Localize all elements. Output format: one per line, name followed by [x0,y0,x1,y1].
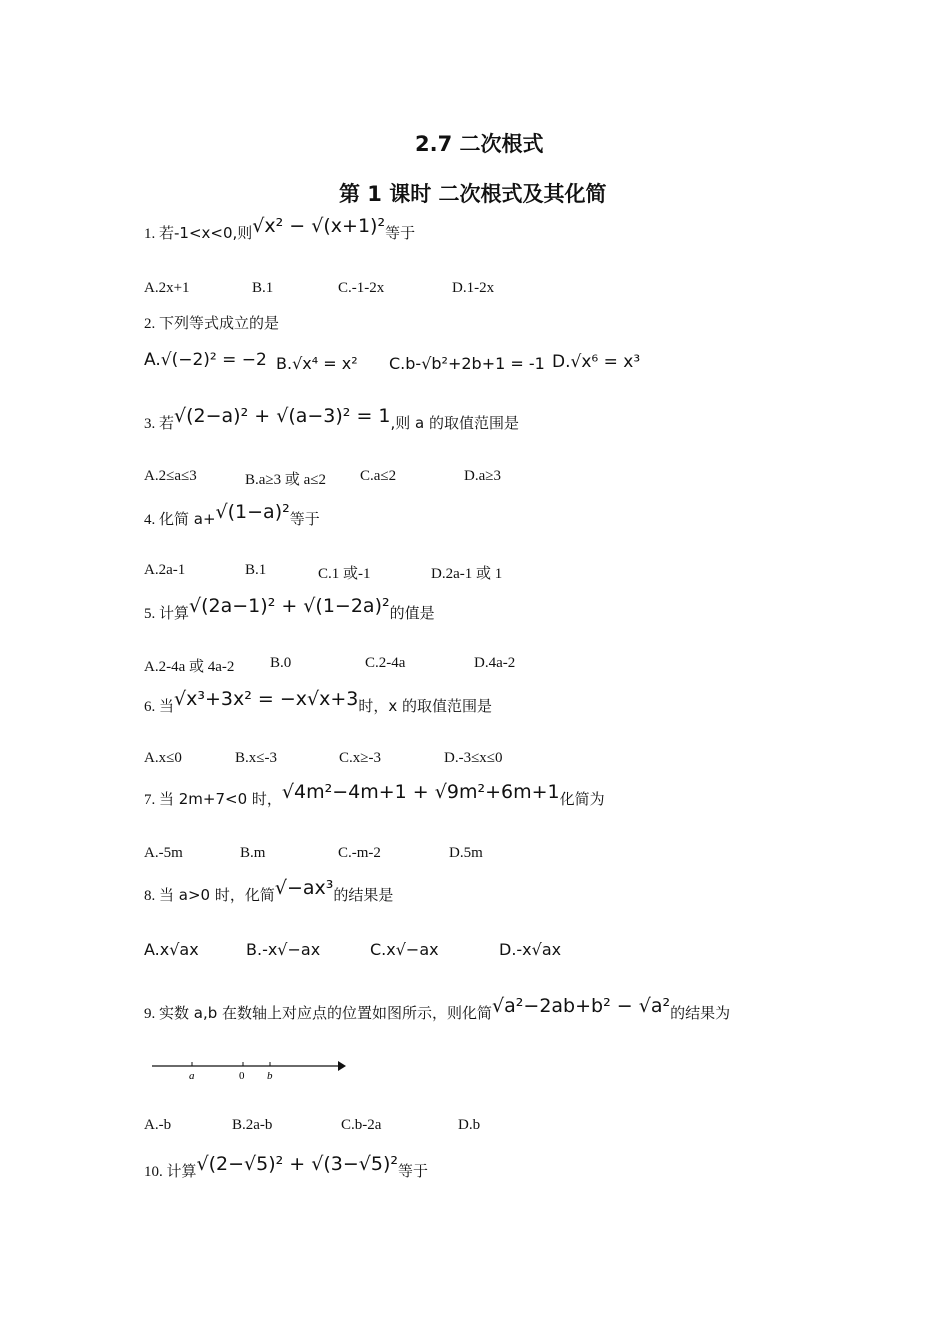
q1-option-d[interactable]: D.1-2x [452,280,495,296]
page-title: 2.7 二次根式 [415,132,544,156]
q4-option-a[interactable]: A.2a-1 [144,562,186,578]
number-line-arrow [338,1061,346,1071]
number-line-label-b: b [267,1070,273,1082]
question-9: 9. 实数 a,b 在数轴上对应点的位置如图所示，则化简√a²−2ab+b² − √a²的结果为 [144,995,731,1022]
q5-option-c[interactable]: C.2-4a [365,655,406,671]
q7-option-b[interactable]: B.m [240,845,266,861]
question-5: 5. 计算√(2a−1)² + √(1−2a)²的值是 [144,595,435,622]
q1-option-c[interactable]: C.-1-2x [338,280,385,296]
q5-option-a[interactable]: A.2-4a 或 4a-2 [144,659,235,675]
number-line-label-zero: 0 [239,1070,245,1082]
q5-option-b[interactable]: B.0 [270,655,292,671]
question-7-expression: √4m²−4m+1 + √9m²+6m+1 [281,781,560,803]
question-8-expression: √−ax³ [274,877,334,899]
q8-option-d[interactable]: D.-x√ax [499,940,562,959]
q2-option-a[interactable]: A.√(−2)² = −2 [144,350,267,370]
q1-option-a[interactable]: A.2x+1 [144,280,190,296]
q9-option-a[interactable]: A.-b [144,1117,172,1133]
question-10-expression: √(2−√5)² + √(3−√5)² [196,1153,399,1175]
question-10: 10. 计算√(2−√5)² + √(3−√5)²等于 [144,1153,429,1180]
q5-option-d[interactable]: D.4a-2 [474,655,516,671]
question-6-expression: √x³+3x² = −x√x+3 [174,688,359,710]
q2-option-d[interactable]: D.√x⁶ = x³ [552,352,641,372]
question-1: 1. 若-1<x<0,则√x² − √(x+1)²等于 [144,215,416,242]
question-6: 6. 当√x³+3x² = −x√x+3时，x 的取值范围是 [144,688,493,715]
number-line [150,1055,350,1085]
question-3: 3. 若√(2−a)² + √(a−3)² = 1,则 a 的取值范围是 [144,405,520,432]
q2-option-b[interactable]: B.√x⁴ = x² [276,354,358,373]
question-9-expression: √a²−2ab+b² − √a² [492,995,671,1017]
q3-option-a[interactable]: A.2≤a≤3 [144,468,197,484]
question-4: 4. 化简 a+√(1−a)²等于 [144,501,320,528]
q6-option-d[interactable]: D.-3≤x≤0 [444,750,503,766]
q6-option-a[interactable]: A.x≤0 [144,750,182,766]
number-line-label-a: a [189,1070,195,1082]
q7-option-d[interactable]: D.5m [449,845,483,861]
q4-option-c[interactable]: C.1 或-1 [318,566,371,582]
q9-option-d[interactable]: D.b [458,1117,481,1133]
question-7: 7. 当 2m+7<0 时，√4m²−4m+1 + √9m²+6m+1化简为 [144,781,605,808]
question-4-expression: √(1−a)² [215,501,290,523]
question-2: 2. 下列等式成立的是 [144,314,280,332]
q3-option-b[interactable]: B.a≥3 或 a≤2 [245,472,327,488]
q7-option-a[interactable]: A.-5m [144,845,183,861]
q4-option-b[interactable]: B.1 [245,562,267,578]
q7-option-c[interactable]: C.-m-2 [338,845,381,861]
q1-option-b[interactable]: B.1 [252,280,274,296]
q6-option-c[interactable]: C.x≥-3 [339,750,381,766]
q8-option-a[interactable]: A.x√ax [144,940,199,959]
q8-option-c[interactable]: C.x√−ax [370,940,439,959]
question-3-expression: √(2−a)² + √(a−3)² = 1 [174,405,391,427]
q9-option-b[interactable]: B.2a-b [232,1117,273,1133]
q6-option-b[interactable]: B.x≤-3 [235,750,277,766]
q2-option-c[interactable]: C.b-√b²+2b+1 = -1 [389,354,545,373]
q9-option-c[interactable]: C.b-2a [341,1117,382,1133]
q4-option-d[interactable]: D.2a-1 或 1 [431,566,503,582]
question-5-expression: √(2a−1)² + √(1−2a)² [189,595,390,617]
q8-option-b[interactable]: B.-x√−ax [246,940,321,959]
question-1-expression: √x² − √(x+1)² [252,215,386,237]
page-subtitle: 第 1 课时 二次根式及其化简 [339,182,607,206]
q3-option-d[interactable]: D.a≥3 [464,468,501,484]
question-8: 8. 当 a>0 时，化简√−ax³的结果是 [144,877,394,904]
q3-option-c[interactable]: C.a≤2 [360,468,397,484]
